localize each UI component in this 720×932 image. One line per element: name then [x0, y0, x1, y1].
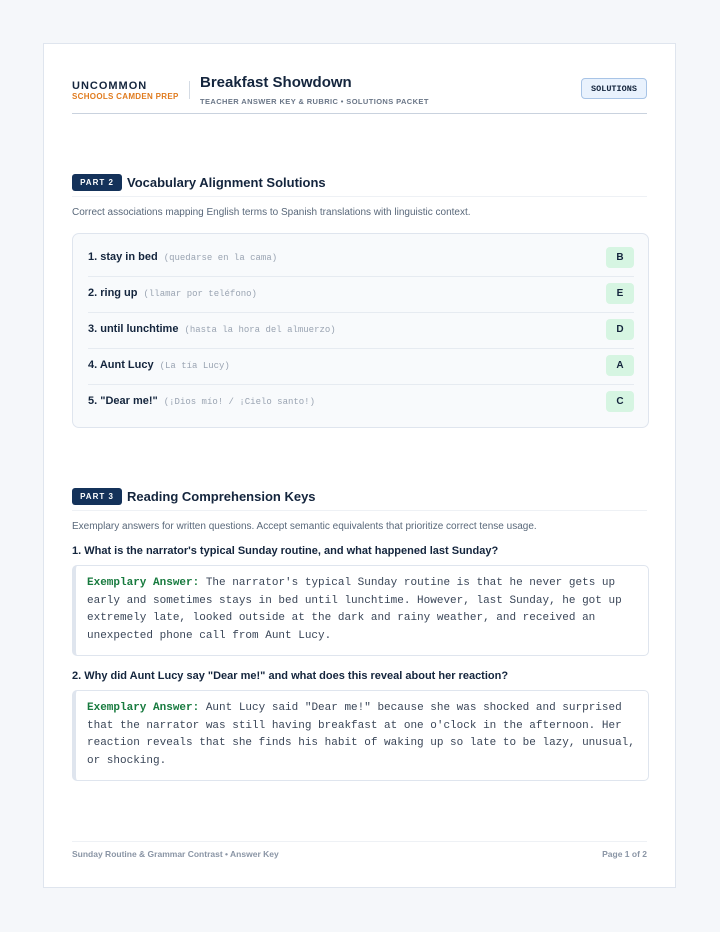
vocab-hint: (¡Dios mío! / ¡Cielo santo!)	[163, 397, 315, 407]
solutions-badge: SOLUTIONS	[581, 78, 647, 99]
part3-description: Exemplary answers for written questions. Accept semantic equivalents that prioritize correct tense usage.	[72, 521, 537, 532]
vocab-item	[88, 312, 634, 349]
vocab-hint: (llamar por teléfono)	[143, 289, 257, 299]
answer-key-page	[43, 43, 676, 888]
vocab-term: 4. Aunt Lucy	[88, 359, 154, 371]
part3-heading	[72, 488, 647, 511]
vocab-answer-badge: B	[606, 247, 634, 268]
vocab-item	[88, 384, 634, 420]
page-footer	[72, 841, 647, 866]
vocab-term: 1. stay in bed	[88, 251, 158, 263]
vocab-list	[72, 233, 649, 428]
answer-label: Exemplary Answer:	[87, 702, 200, 714]
answer-box-1	[72, 565, 649, 656]
vocab-term: 2. ring up	[88, 287, 138, 299]
document-title: Breakfast Showdown	[200, 74, 352, 91]
answer-text: Aunt Lucy said "Dear me!" because she was shocked and surprised that the narrator was still having breakfast at one o'clock in the afternoon. Her reaction reveals that she finds his habit of waking up so late to be lazy, unusual, or shocking.	[87, 702, 635, 767]
logo-top-text: UNCOMMON	[72, 80, 148, 92]
vocab-item	[88, 240, 634, 277]
logo-bottom-text: SCHOOLS CAMDEN PREP	[72, 92, 179, 101]
answer-box-2	[72, 690, 649, 781]
question-1: 1. What is the narrator's typical Sunday routine, and what happened last Sunday?	[72, 545, 499, 557]
page-header	[72, 72, 647, 114]
vocab-hint: (La tía Lucy)	[159, 361, 230, 371]
vocab-term: 5. "Dear me!"	[88, 395, 158, 407]
part2-pill: PART 2	[72, 174, 122, 191]
part3-title: Reading Comprehension Keys	[127, 489, 316, 504]
vocab-hint: (hasta la hora del almuerzo)	[184, 325, 336, 335]
answer-label: Exemplary Answer:	[87, 577, 200, 589]
part2-description: Correct associations mapping English terms to Spanish translations with linguistic context.	[72, 207, 471, 218]
answer-text: The narrator's typical Sunday routine is that he never gets up early and sometimes stays in bed until lunchtime. However, last Sunday, he got up extremely late, looked outside at the dark and rainy weather, and received an unexpected phone call from Aunt Lucy.	[87, 577, 622, 642]
vocab-hint: (quedarse en la cama)	[163, 253, 278, 263]
vocab-answer-badge: A	[606, 355, 634, 376]
part2-title: Vocabulary Alignment Solutions	[127, 175, 326, 190]
vocab-answer-badge: C	[606, 391, 634, 412]
document-subtitle: TEACHER ANSWER KEY & RUBRIC • SOLUTIONS PACKET	[200, 97, 429, 106]
footer-title: Sunday Routine & Grammar Contrast • Answer Key	[72, 849, 279, 859]
part3-pill: PART 3	[72, 488, 122, 505]
page-number: Page 1 of 2	[602, 849, 647, 859]
vocab-answer-badge: D	[606, 319, 634, 340]
question-2: 2. Why did Aunt Lucy say "Dear me!" and what does this reveal about her reaction?	[72, 670, 509, 682]
title-block	[200, 74, 429, 106]
vocab-answer-badge: E	[606, 283, 634, 304]
vocab-item	[88, 276, 634, 313]
part2-heading	[72, 174, 647, 197]
school-logo	[72, 81, 179, 101]
header-divider	[189, 81, 190, 99]
vocab-term: 3. until lunchtime	[88, 323, 179, 335]
vocab-item	[88, 348, 634, 385]
